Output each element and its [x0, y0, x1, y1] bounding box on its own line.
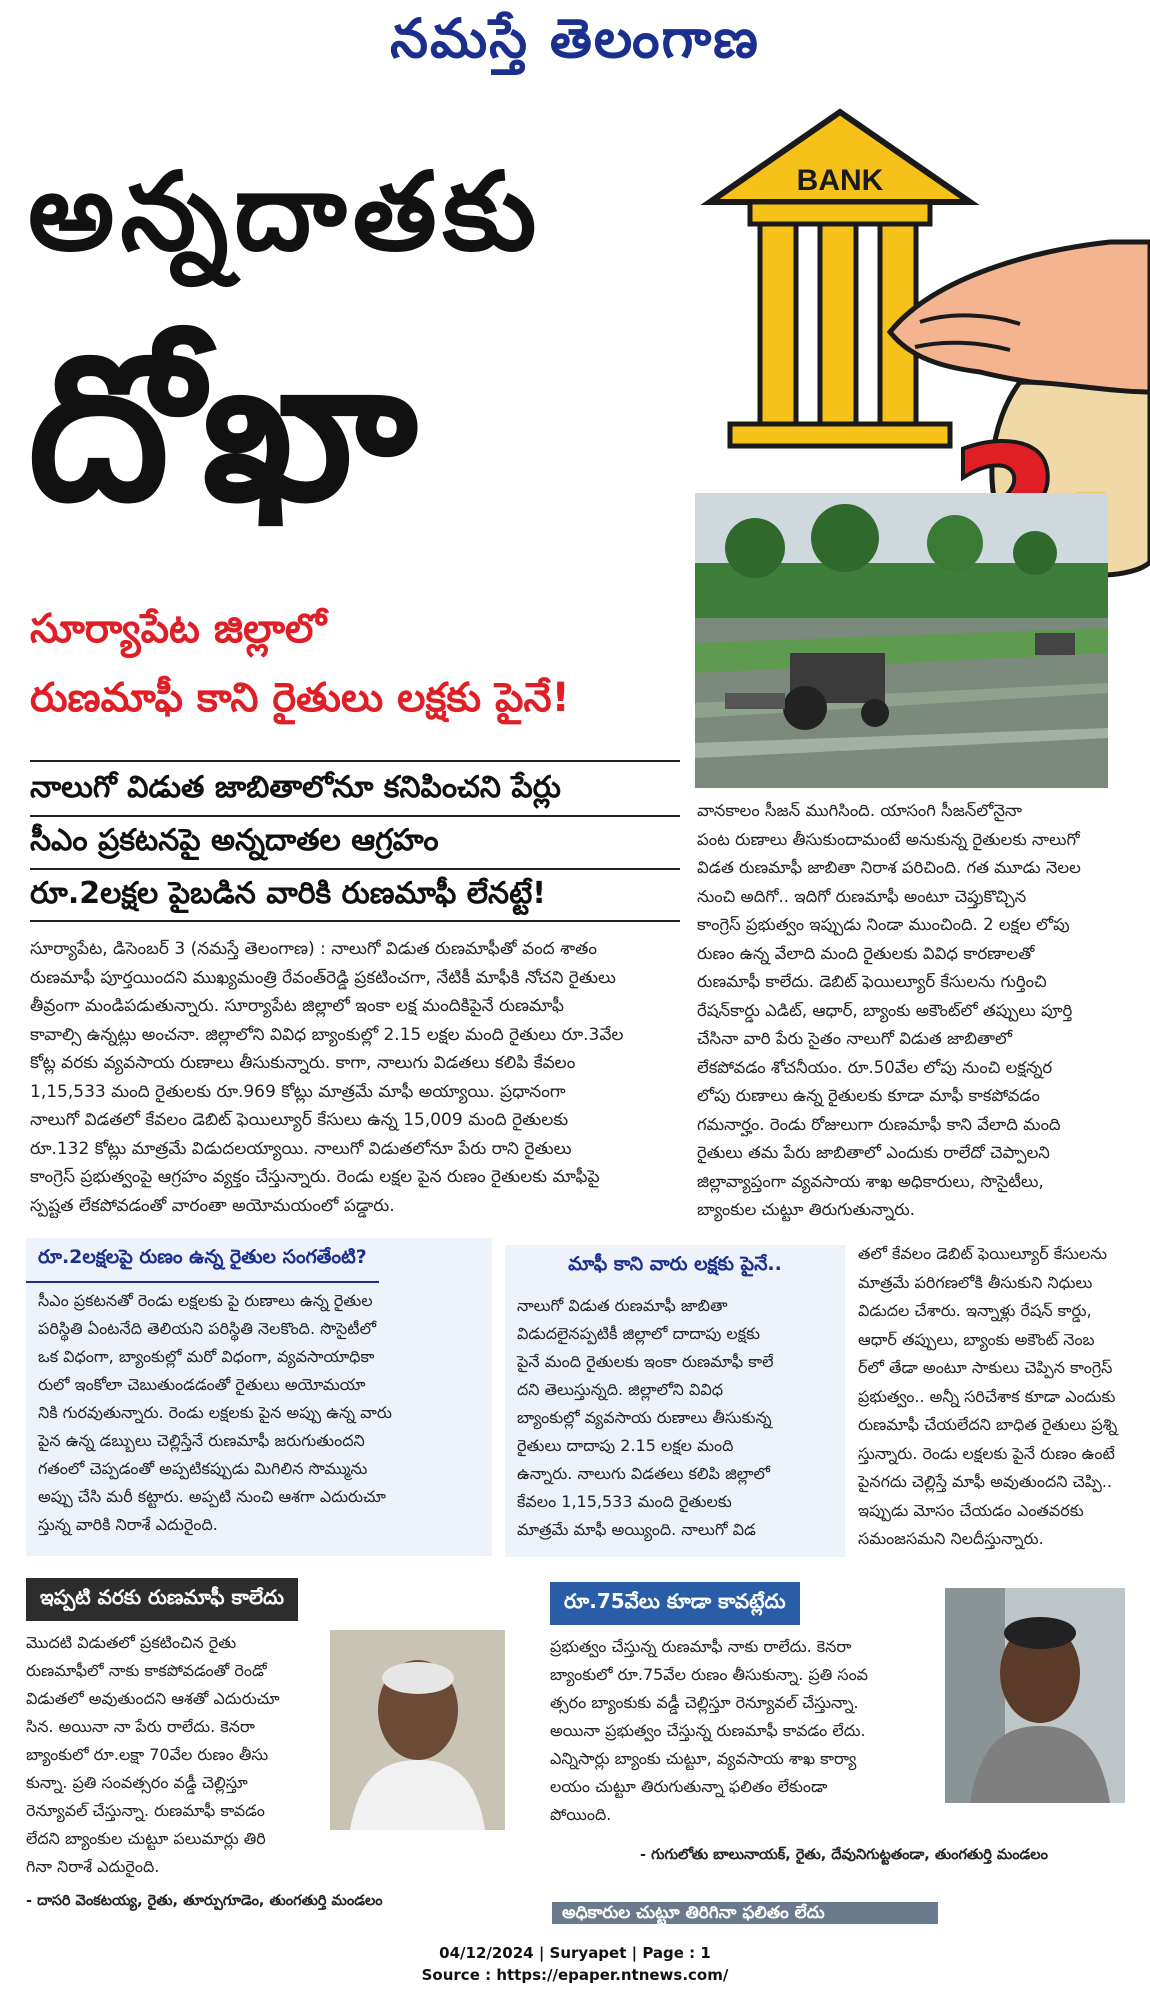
- quote2-signature: - గుగులోతు బాలునాయక్, రైతు, దేవునిగుట్టతండా, తుంగతుర్తి మండలం: [640, 1847, 1048, 1863]
- box-above-2-lakh: రూ.2లక్షలపై రుణం ఉన్న రైతుల సంగతేంటి? సీఎం ప్రకటనతో రెండు లక్షలకు పై రుణాలు ఉన్న రైతుల పరిస్థితి ఏంటనేది తెలియని పరిస్థితి నెలకొంది. సొసైటీలో ఒక విధంగా, బ్యాంకుల్లో మరో విధంగా, వ్యవసాయాధికా రులో ఇంకోలా చెబుతుండడంతో రైతులు అయోమయా నికి గురవుతున్నారు. రెండు లక్షలకు పైన అప్పు ఉన్న వారు పైన ఉన్న డబ్బులు చెల్లిస్తేనే రుణమాఫీ జరుగుతుందని గతంలో చెప్పడంతో అప్పటికప్పుడు మిగిలిన సొమ్మును అప్పు చేసి మరీ కట్టారు. అప్పటి నుంచి ఆశగా ఎదురుచూ స్తున్న వారికి నిరాశే ఎదురైంది.: [26, 1238, 492, 1556]
- headline-line2: దోఖా: [28, 313, 418, 546]
- farmer-photo-1: [330, 1630, 505, 1830]
- bank-pillar: [820, 224, 856, 424]
- footer-date: 04/12/2024 | Suryapet | Page : 1: [439, 1944, 711, 1962]
- box1-heading: రూ.2లక్షలపై రుణం ఉన్న రైతుల సంగతేంటి?: [26, 1238, 379, 1283]
- deck-3: రూ.2లక్షల పైబడిన వారికి రుణమాఫీ లేనట్టే!: [30, 876, 546, 911]
- masthead: నమస్తే తెలంగాణ: [390, 6, 760, 70]
- lead-story: సూర్యాపేట, డిసెంబర్ 3 (నమస్తే తెలంగాణ) : నాలుగో విడుత రుణమాఫీతో వంద శాతం రుణమాఫీ పూర్తయిందని ముఖ్యమంత్రి రేవంత్‌రెడ్డి ప్రకటించగా, నేటికీ మాఫీకి నోచని రైతులు తీవ్రంగా మండిపడుతున్నారు. సూర్యాపేట జిల్లాలో ఇంకా లక్ష మందికిపైనే రుణమాఫీ కావాల్సి ఉన్నట్లు అంచనా. జిల్లాలోని వివిధ బ్యాంకుల్లో 2.15 లక్షల మంది రైతులు రూ.3వేల కోట్ల వరకు వ్యవసాయ రుణాలు తీసుకున్నారు. కాగా, నాలుగు విడతలు కలిపి కేవలం 1,15,533 మంది రైతులకు రూ.969 కోట్లు మాత్రమే మాఫీ అయ్యాయి. ప్రధానంగా నాలుగో విడతలో కేవలం డెబిట్ ఫెయిల్యూర్ కేసులు ఉన్న 15,009 మంది రైతులకు రూ.132 కోట్లు మాత్రమే విడుదలయ్యాయి. నాలుగో విడుతలోనూ పేరు రాని రైతులు కాంగ్రెస్ ప్రభుత్వంపై ఆగ్రహం వ్యక్తం చేస్తున్నారు. రెండు లక్షల పైన రుణం రైతులకు మాఫీపై స్పష్టత లేకపోవడంతో వారంతా అయోమయంలో పడ్డారు.: [30, 939, 624, 1216]
- quote1-signature: - దాసరి వెంకటయ్య, రైతు, తూర్పుగూడెం, తుంగతుర్తి మండలం: [26, 1893, 383, 1909]
- quote-1: ఇప్పటి వరకు రుణమాఫీ కాలేదు మొదటి విడుతలో ప్రకటించిన రైతు రుణమాఫీలో నాకు కాకపోవడంతో రెండో విడుతలో అవుతుందని ఆశతో ఎదురుచూ సిన. అయినా నా పేరు రాలేదు. కెనరా బ్యాంకులో రూ.లక్షా 70వేల రుణం తీసు కున్నా. ప్రతి సంవత్సరం వడ్డీ చెల్లిస్తూ రెన్యూవల్ చేస్తున్నా. రుణమాఫీ కావడం లేదని బ్యాంకుల చుట్టూ పలుమార్లు తిరి గినా నిరాశే ఎదురైంది. - దాసరి వెంకటయ్య, రైతు, తూర్పుగూడెం, తుంగతుర్తి మండలం: [26, 1578, 516, 1918]
- box-over-lakh: మాఫీ కాని వారు లక్షకు పైనే.. నాలుగో విడుత రుణమాఫీ జాబితా విడుదలైనప్పటికీ జిల్లాలో దాదాపు లక్షకు పైనే మంది రైతులకు ఇంకా రుణమాఫీ కాలే దని తెలుస్తున్నది. జిల్లాలోని వివిధ బ్యాంకుల్లో వ్యవసాయ రుణాలు తీసుకున్న రైతులు దాదాపు 2.15 లక్షల మంది ఉన్నారు. నాలుగు విడతలు కలిపి జిల్లాలో కేవలం 1,15,533 మంది రైతులకు మాత్రమే మాఫీ అయ్యింది. నాలుగో విడ: [505, 1245, 845, 1557]
- quote1-tag: ఇప్పటి వరకు రుణమాఫీ కాలేదు: [26, 1578, 298, 1621]
- headline-line1: అన్నదాతకు: [28, 150, 543, 275]
- quote2-tag: రూ.75వేలు కూడా కావట్లేదు: [550, 1582, 800, 1625]
- bank-label: BANK: [796, 164, 884, 197]
- box2-continued: తలో కేవలం డెబిట్ ఫెయిల్యూర్ కేసులను మాత్రమే పరిగణలోకి తీసుకుని నిధులు విడుదల చేశారు. ఇన్నాళ్లు రేషన్ కార్డు, ఆధార్ తప్పులు, బ్యాంకు అకౌంట్ నెంబ ర్‌లో తేడా అంటూ సాకులు చెప్పిన కాంగ్రెస్ ప్రభుత్వం.. అన్నీ సరిచేశాక కూడా ఎందుకు రుణమాఫీ చేయలేదని బాధిత రైతులు ప్రశ్ని స్తున్నారు. రెండు లక్షలకు పైనే రుణం ఉంటే పైనగదు చెల్లిస్తే మాఫీ అవుతుందని చెప్పి.. ఇప్పుడు మోసం చేయడం ఎంతవరకు సమంజసమని నిలదీస్తున్నారు.: [858, 1244, 1118, 1548]
- deck-1: నాలుగో విడుత జాబితాలోనూ కనిపించని పేర్లు: [30, 770, 561, 805]
- quote-2: రూ.75వేలు కూడా కావట్లేదు ప్రభుత్వం చేస్తున్న రుణమాఫీ నాకు రాలేదు. కెనరా బ్యాంకులో రూ.75వేల రుణం తీసుకున్నా. ప్రతి సంవ త్సరం బ్యాంకుకు వడ్డీ చెల్లిస్తూ రెన్యూవల్ చేస్తున్నా. అయినా ప్రభుత్వం చేస్తున్న రుణమాఫీ కావడం లేదు. ఎన్నిసార్లు బ్యాంకు చుట్టూ, వ్యవసాయ శాఖ కార్యా లయం చుట్టూ తిరుగుతున్నా ఫలితం లేకుండా పోయింది. - గుగులోతు బాలునాయక్, రైతు, దేవునిగుట్టతండా, తుంగతుర్తి మండలం: [550, 1582, 1130, 1872]
- right-story: వానకాలం సీజన్ ముగిసింది. యాసంగి సీజన్‌లోనైనా పంట రుణాలు తీసుకుందామంటే అనుకున్న రైతులకు నాలుగో విడత రుణమాఫీ జాబితా నిరాశ పరిచింది. గత మూడు నెలల నుంచి అదిగో.. ఇదిగో రుణమాఫీ అంటూ చెప్తుకొచ్చిన కాంగ్రెస్ ప్రభుత్వం ఇప్పుడు నిండా ముంచింది. 2 లక్షల లోపు రుణం ఉన్న వేలాది మంది రైతులకు వివిధ కారణాలతో రుణమాఫీ కాలేదు. డెబిట్ ఫెయిల్యూర్ కేసులను గుర్తించి రేషన్‌కార్డు ఎడిట్, ఆధార్, బ్యాంకు అకౌంట్‌లో తప్పులు పూర్తి చేసినా వారి పేరు సైతం నాలుగో విడుత జాబితాలో లేకపోవడం శోచనీయం. రూ.50వేల లోపు నుంచి లక్షన్నర లోపు రుణాలు ఉన్న రైతులకు కూడా మాఫీ కాకపోవడం గమనార్హం. రెండు రోజులుగా రుణమాఫీ కాని వేలాది మంది రైతులు తమ పేరు జాబితాలో ఎందుకు రాలేదో చెప్పాలని జిల్లావ్యాప్తంగా వ్యవసాయ శాఖ అధికారులు, సొసైటీలు, బ్యాంకుల చుట్టూ తిరుగుతున్నారు.: [697, 801, 1081, 1219]
- bank-pillar: [760, 224, 796, 424]
- deck-2: సీఎం ప్రకటనపై అన్నదాతల ఆగ్రహం: [30, 823, 439, 858]
- subhead-line1: సూర్యాపేట జిల్లాలో: [30, 606, 327, 652]
- bottom-strip: అధికారుల చుట్టూ తిరిగినా ఫలితం లేదు: [552, 1902, 938, 1924]
- paddy-field-photo: [695, 493, 1108, 788]
- box2-heading: మాఫీ కాని వారు లక్షకు పైనే..: [568, 1253, 782, 1275]
- footer-source: Source : https://epaper.ntnews.com/: [421, 1966, 729, 1984]
- subhead-line2: రుణమాఫీ కాని రైతులు లక్షకు పైనే!: [30, 675, 570, 721]
- hand-icon: [890, 242, 1150, 392]
- farmer-photo-2: [945, 1588, 1125, 1803]
